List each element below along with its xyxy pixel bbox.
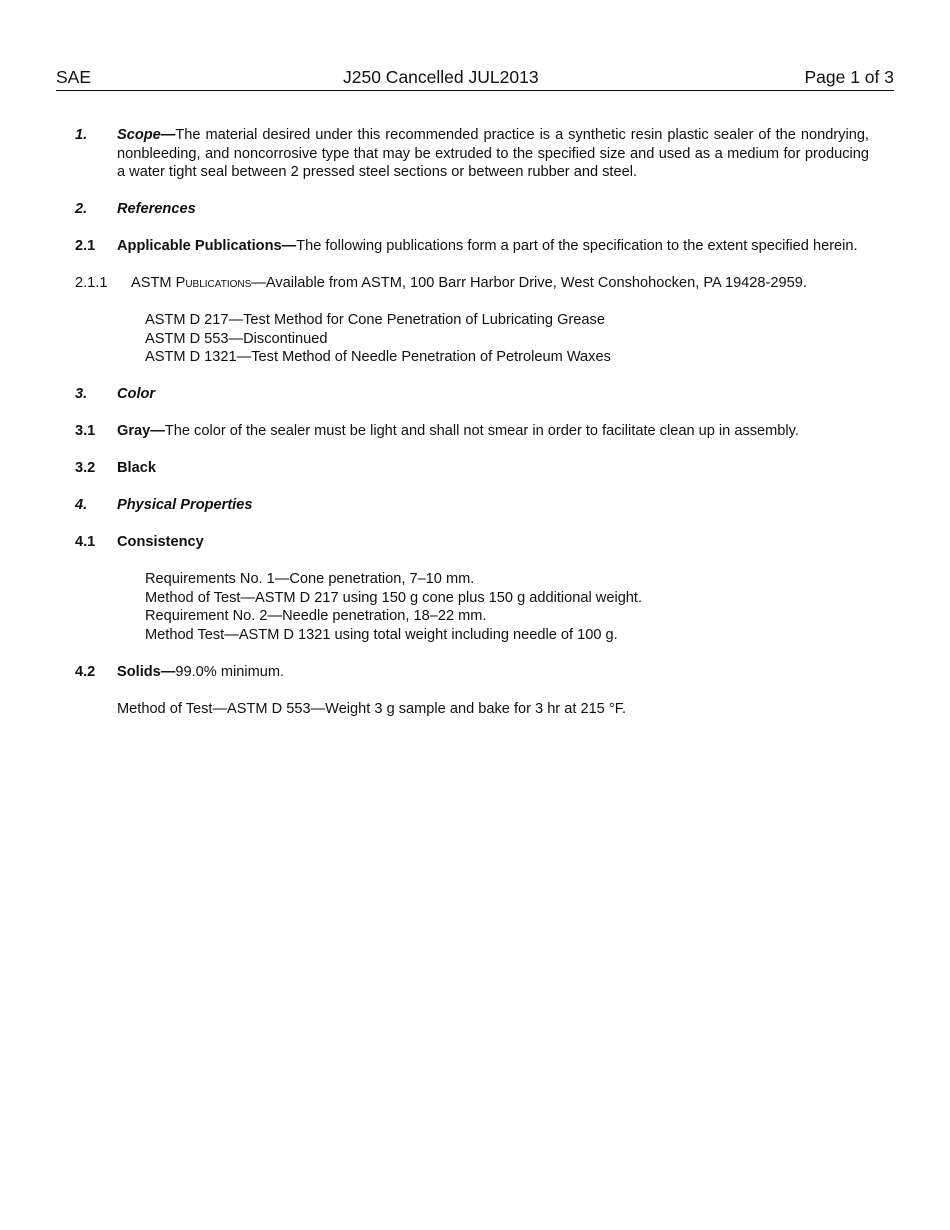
section-number: 3. [75, 386, 88, 402]
header-org: SAE [56, 67, 92, 87]
page-header [56, 66, 894, 91]
section-3-2-black [75, 459, 869, 478]
requirement-line: Requirements No. 1—Cone penetration, 7–10 mm. [145, 571, 475, 587]
section-number: 4.1 [75, 534, 96, 550]
section-number: 2. [75, 201, 88, 217]
section-2-1-applicable-publications [75, 237, 869, 256]
section-title-smallcaps: ublications [185, 275, 252, 291]
section-text: 99.0% minimum. [175, 663, 285, 680]
section-title: Gray— [117, 423, 165, 439]
section-text: The material desired under this recommended practice is a synthetic resin plastic sealer of the nondrying, nonbleeding, and noncorrosive type that may be extruded to the specified size and used as a medium for producing a water tight seal between 2 pressed steel sections or between rubber and steel. [117, 127, 869, 180]
section-title: Consistency [117, 534, 204, 550]
consistency-requirements [145, 570, 869, 644]
section-title-prefix: ASTM P [131, 275, 186, 291]
section-text: —Available from ASTM, 100 Barr Harbor Drive, West Conshohocken, PA 19428-2959. [251, 275, 807, 291]
requirement-line: Method Test—ASTM D 1321 using total weight including needle of 100 g. [145, 626, 618, 643]
section-1-scope [75, 126, 869, 182]
section-number: 3.1 [75, 423, 96, 439]
header-page-number: Page 1 of 3 [804, 67, 894, 87]
section-title: Scope— [117, 127, 176, 143]
section-title: Physical Properties [117, 497, 253, 513]
requirement-line: Method of Test—ASTM D 217 using 150 g cone plus 150 g additional weight. [145, 589, 643, 606]
section-title: References [117, 201, 196, 217]
reference-list [145, 311, 869, 367]
header-document-id: J250 Cancelled JUL2013 [343, 67, 539, 87]
section-number: 4. [75, 497, 88, 513]
section-4-2-solids [75, 663, 869, 682]
section-number: 2.1.1 [75, 275, 108, 291]
section-title: Color [117, 386, 156, 402]
reference-item: ASTM D 217—Test Method for Cone Penetration of Lubricating Grease [145, 312, 605, 328]
section-number: 2.1 [75, 238, 96, 254]
section-number: 1. [75, 127, 88, 143]
section-title: Solids— [117, 663, 176, 680]
requirement-line: Requirement No. 2—Needle penetration, 18–22 mm. [145, 608, 487, 624]
section-2-references [75, 200, 869, 219]
section-number: 4.2 [75, 663, 96, 680]
section-2-1-1-astm-publications [75, 274, 869, 293]
section-4-physical-properties [75, 496, 869, 515]
section-text: The color of the sealer must be light and shall not smear in order to facilitate clean up in assembly. [164, 423, 799, 439]
section-text: The following publications form a part of the specification to the extent specified herein. [296, 238, 858, 254]
section-title: Black [117, 460, 156, 476]
reference-item: ASTM D 553—Discontinued [145, 330, 328, 347]
section-3-1-gray [75, 422, 869, 441]
solids-method: Method of Test—ASTM D 553—Weight 3 g sample and bake for 3 hr at 215 °F. [117, 700, 627, 717]
section-title: Applicable Publications— [117, 238, 297, 254]
section-3-color [75, 385, 869, 404]
section-4-1-consistency [75, 533, 869, 552]
section-number: 3.2 [75, 460, 96, 476]
reference-item: ASTM D 1321—Test Method of Needle Penetration of Petroleum Waxes [145, 349, 611, 365]
document-body [75, 126, 869, 737]
